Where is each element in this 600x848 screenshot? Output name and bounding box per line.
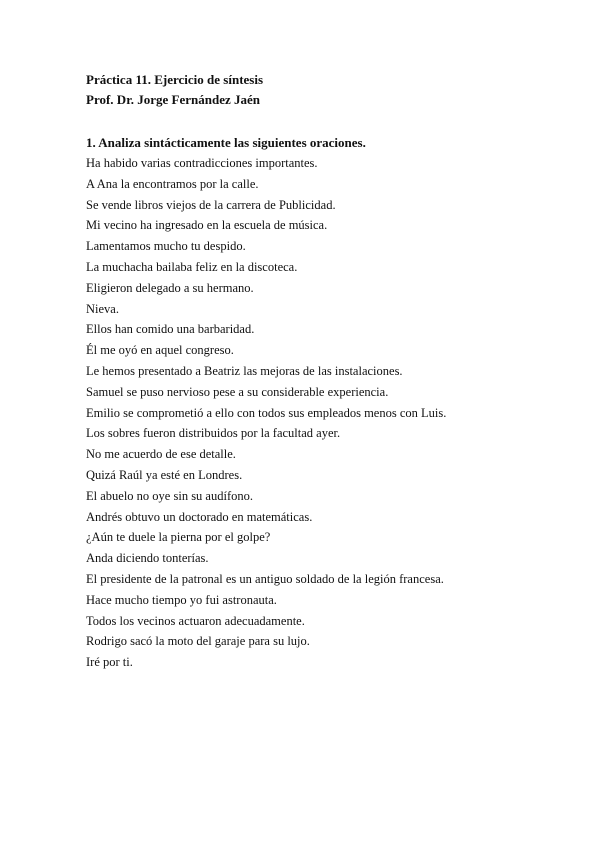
sentence-item: Anda diciendo tonterías. <box>86 551 209 566</box>
exercise-heading: 1. Analiza sintácticamente las siguientes oraciones. <box>86 135 366 150</box>
exercise-section <box>86 133 446 673</box>
sentence-item: El presidente de la patronal es un antiguo soldado de la legión francesa. <box>86 571 444 586</box>
sentence-item: Nieva. <box>86 301 119 316</box>
sentence-item: ¿Aún te duele la pierna por el golpe? <box>86 530 271 545</box>
sentence-item: Andrés obtuvo un doctorado en matemáticas. <box>86 509 313 524</box>
sentence-item: Ellos han comido una barbaridad. <box>86 322 255 337</box>
document-title: Práctica 11. Ejercicio de síntesis <box>86 72 264 87</box>
sentence-item: Él me oyó en aquel congreso. <box>86 343 234 358</box>
sentence-item: El abuelo no oye sin su audífono. <box>86 488 253 503</box>
sentence-item: Todos los vecinos actuaron adecuadamente. <box>86 613 305 628</box>
sentence-item: Ha habido varias contradicciones importantes. <box>86 156 318 170</box>
sentence-item: Lamentamos mucho tu despido. <box>86 239 246 254</box>
sentence-item: Emilio se comprometió a ello con todos sus empleados menos con Luis. <box>86 405 447 420</box>
sentence-item: Samuel se puso nervioso pese a su considerable experiencia. <box>86 384 389 399</box>
sentence-list <box>86 153 446 673</box>
sentence-item: Hace mucho tiempo yo fui astronauta. <box>86 592 277 607</box>
document-author: Prof. Dr. Jorge Fernández Jaén <box>86 92 261 107</box>
sentence-item: Le hemos presentado a Beatriz las mejoras de las instalaciones. <box>86 363 403 378</box>
sentence-item: Se vende libros viejos de la carrera de Publicidad. <box>86 197 336 212</box>
sentence-item: Iré por ti. <box>86 655 133 670</box>
document-header <box>86 70 263 110</box>
sentence-item: Eligieron delegado a su hermano. <box>86 280 254 295</box>
sentence-item: No me acuerdo de ese detalle. <box>86 447 236 462</box>
sentence-item: Rodrigo sacó la moto del garaje para su lujo. <box>86 634 310 649</box>
sentence-item: Los sobres fueron distribuidos por la facultad ayer. <box>86 426 341 441</box>
sentence-item: Mi vecino ha ingresado en la escuela de música. <box>86 218 328 233</box>
sentence-item: A Ana la encontramos por la calle. <box>86 176 259 191</box>
sentence-item: Quizá Raúl ya esté en Londres. <box>86 467 243 482</box>
sentence-item: La muchacha bailaba feliz en la discoteca. <box>86 259 298 274</box>
